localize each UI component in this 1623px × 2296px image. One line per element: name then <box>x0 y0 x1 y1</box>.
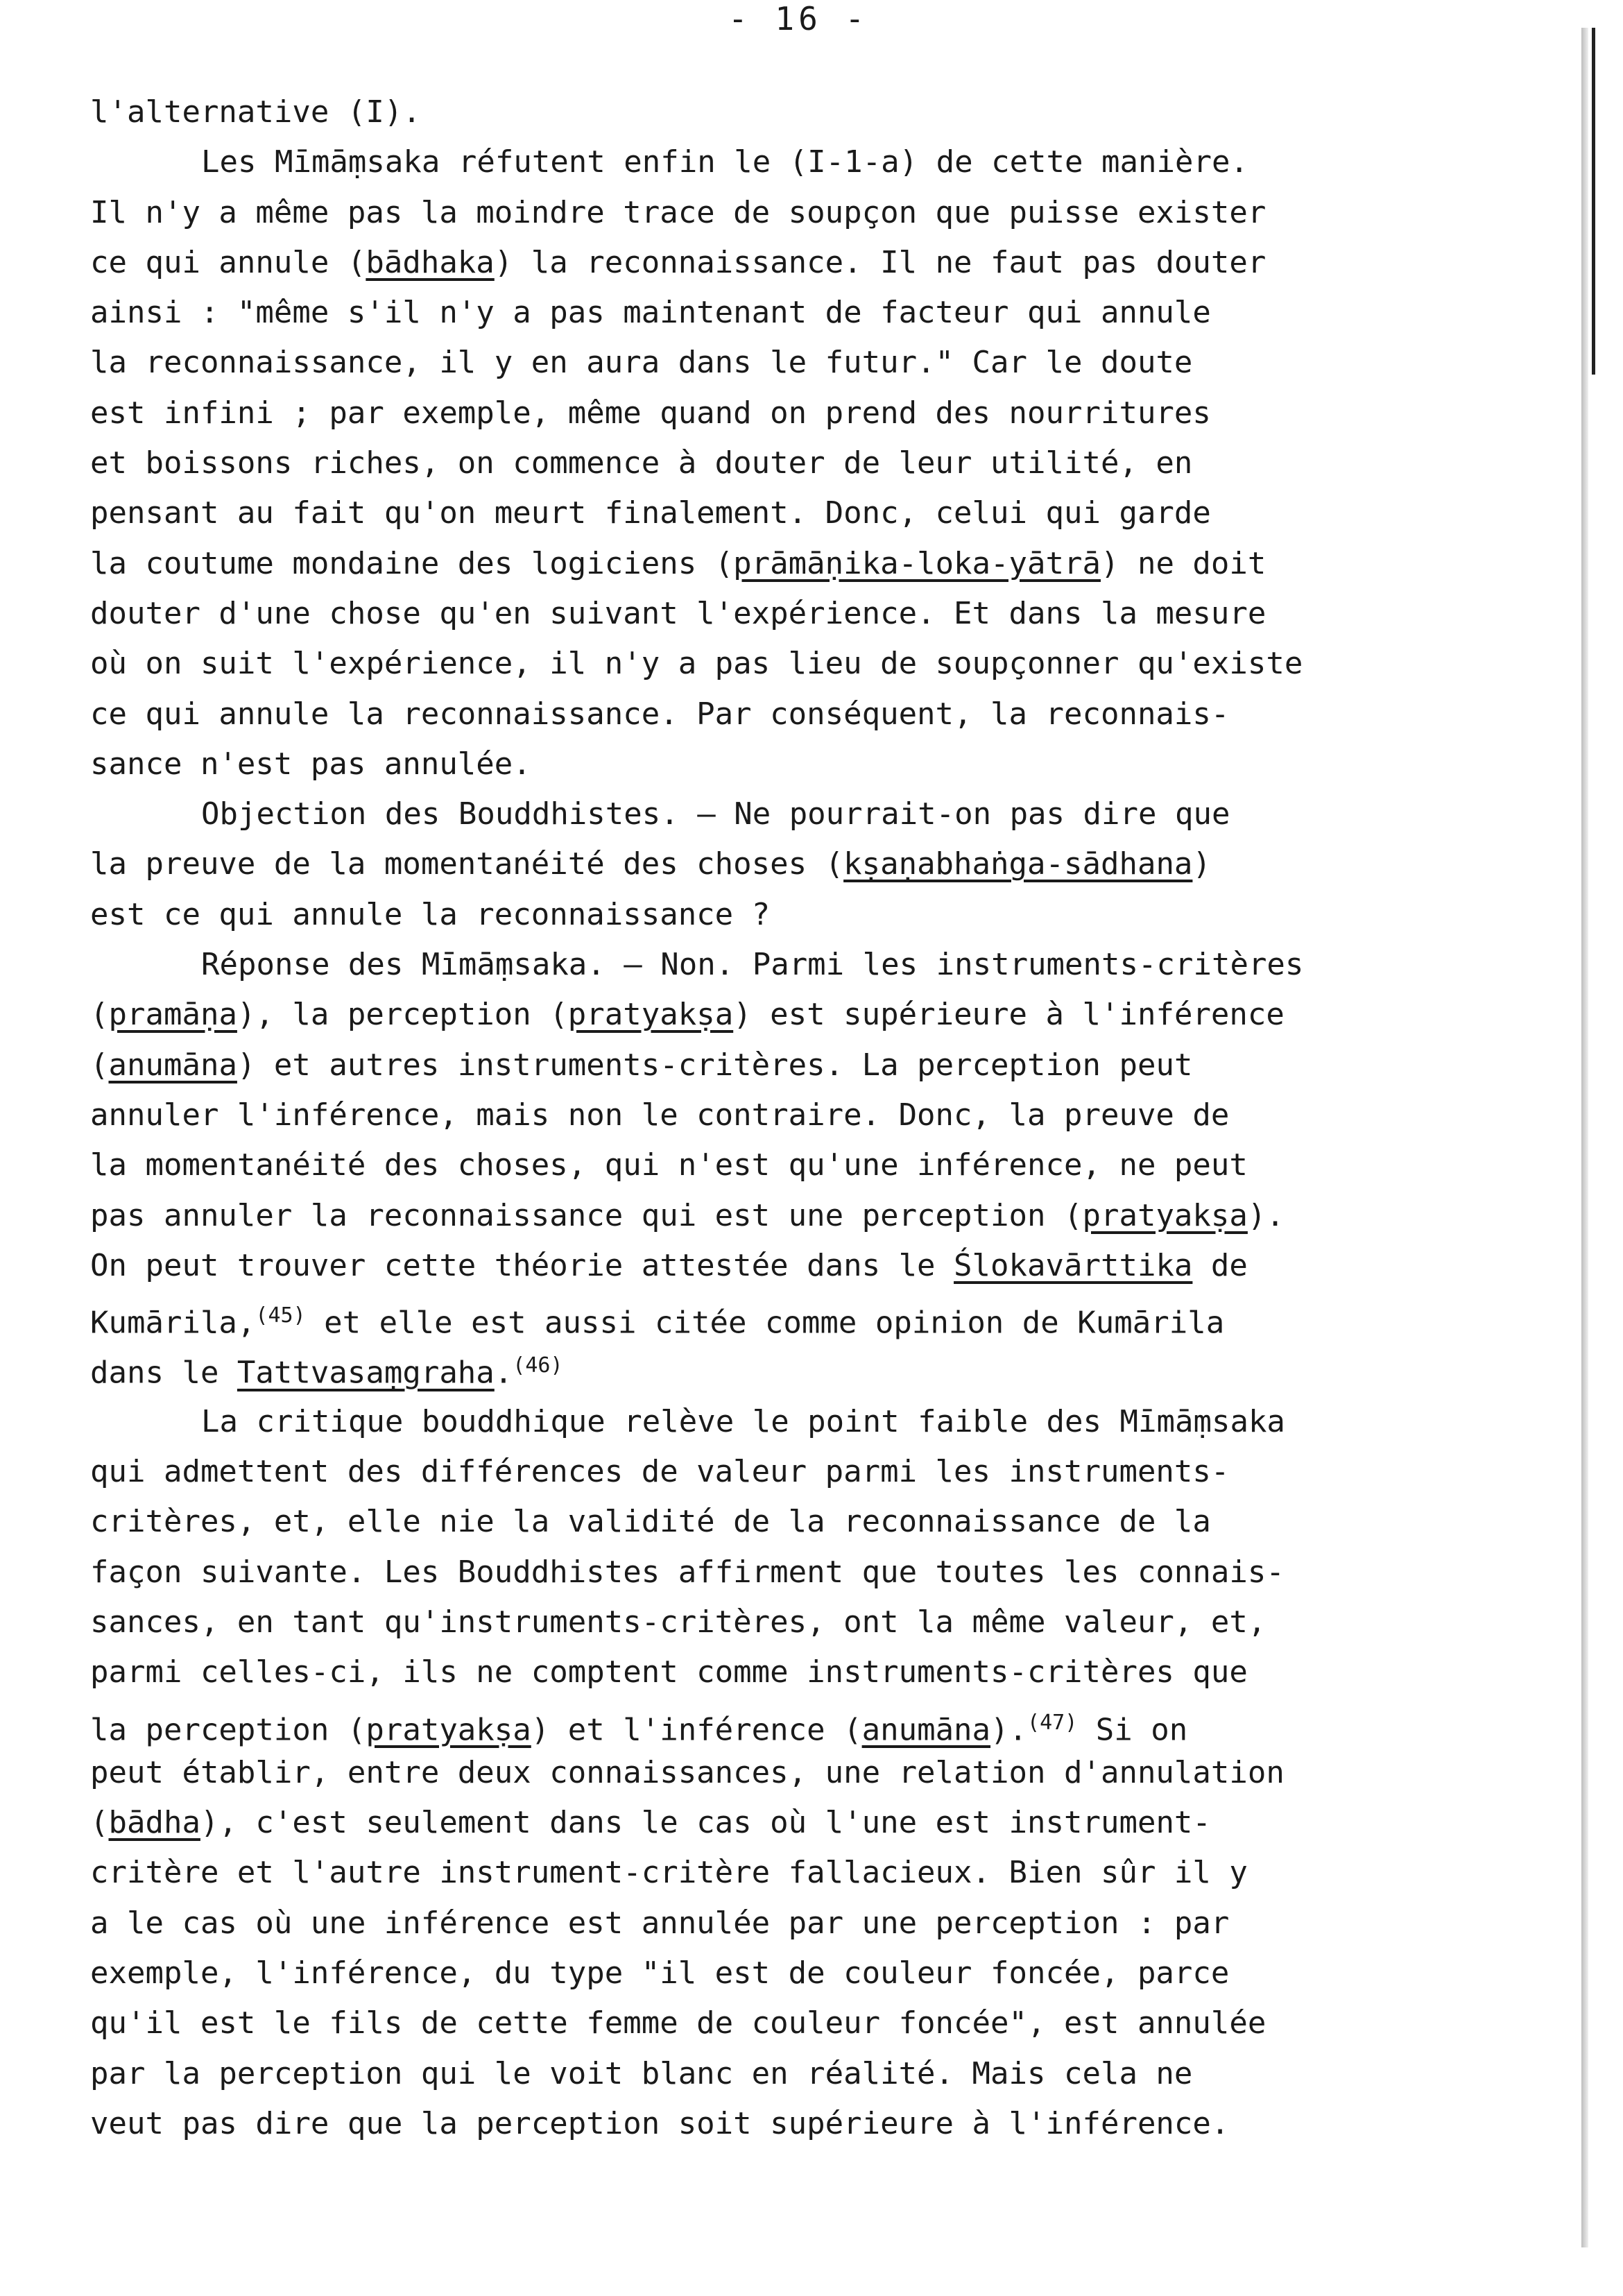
text-span: l'alternative (I). <box>90 94 421 130</box>
text-line <box>90 1497 1477 1547</box>
text-span: peut établir, entre deux connaissances, une relation d'annulation <box>90 1754 1285 1790</box>
scan-edge-shadow <box>1592 28 1595 375</box>
text-line <box>90 137 1477 187</box>
text-span: la reconnaissance, il y en aura dans le futur." Car le doute <box>90 345 1193 381</box>
sanskrit-term: pratyakṣa <box>567 997 734 1033</box>
text-span: annuler l'inférence, mais non le contraire. Donc, la preuve de <box>90 1097 1230 1133</box>
text-line <box>90 1848 1477 1898</box>
text-span: est ce qui annule la reconnaissance ? <box>90 896 771 932</box>
text-span: et boissons riches, on commence à douter de leur utilité, en <box>90 445 1193 481</box>
text-span: sance n'est pas annulée. <box>90 746 531 782</box>
sanskrit-term: pratyakṣa <box>366 1712 531 1748</box>
text-span: Réponse des Mīmāṃsaka. — Non. Parmi les instruments-critères <box>201 947 1304 983</box>
body-text <box>90 87 1477 2149</box>
text-line <box>90 890 1477 940</box>
text-span: ) et l'inférence ( <box>531 1712 862 1748</box>
text-line <box>90 1341 1477 1391</box>
text-span: pensant au fait qu'on meurt finalement. Donc, celui qui garde <box>90 495 1211 531</box>
text-line <box>90 1397 1477 1447</box>
text-span: ( <box>90 997 109 1033</box>
text-line <box>90 1040 1477 1090</box>
text-span: ). <box>990 1712 1028 1748</box>
text-span: veut pas dire que la perception soit supérieure à l'inférence. <box>90 2105 1230 2141</box>
text-span: Il n'y a même pas la moindre trace de soupçon que puisse exister <box>90 194 1266 230</box>
sanskrit-term: bādha <box>108 1805 200 1841</box>
text-span: a le cas où une inférence est annulée par une perception : par <box>90 1905 1230 1941</box>
sanskrit-term: kṣaṇabhaṅga-sādhana <box>843 846 1193 882</box>
text-line <box>90 1140 1477 1190</box>
text-line <box>90 1899 1477 1948</box>
text-line <box>90 87 1477 137</box>
text-line <box>90 990 1477 1040</box>
text-line <box>90 589 1477 639</box>
text-span: exemple, l'inférence, du type "il est de couleur foncée, parce <box>90 1955 1230 1991</box>
text-line <box>90 1647 1477 1697</box>
text-span: On peut trouver cette théorie attestée dans le <box>90 1247 954 1283</box>
sanskrit-term: pramāṇa <box>108 997 237 1033</box>
text-line <box>90 1948 1477 1998</box>
text-span: sances, en tant qu'instruments-critères, ont la même valeur, et, <box>90 1604 1266 1640</box>
text-span: La critique bouddhique relève le point faible des Mīmāṃsaka <box>201 1403 1285 1439</box>
text-span: Objection des Bouddhistes. — Ne pourrait-on pas dire que <box>201 796 1230 832</box>
text-span: façon suivante. Les Bouddhistes affirment que toutes les connais- <box>90 1554 1285 1590</box>
text-line <box>90 789 1477 839</box>
text-line <box>90 1241 1477 1291</box>
sanskrit-term: Tattvasaṃgraha <box>237 1355 495 1391</box>
text-line <box>90 1748 1477 1798</box>
text-span: où on suit l'expérience, il n'y a pas lieu de soupçonner qu'existe <box>90 646 1303 682</box>
text-span: ) <box>1192 846 1211 882</box>
scan-edge <box>1581 28 1588 2247</box>
text-span: la preuve de la momentanéité des choses ( <box>90 846 844 882</box>
footnote-ref: (46) <box>513 1353 563 1378</box>
text-span: qui admettent des différences de valeur parmi les instruments- <box>90 1454 1230 1490</box>
text-line <box>90 1291 1477 1341</box>
text-span: ainsi : "même s'il n'y a pas maintenant de facteur qui annule <box>90 295 1211 331</box>
text-line <box>90 1548 1477 1597</box>
text-span: par la perception qui le voit blanc en réalité. Mais cela ne <box>90 2055 1193 2091</box>
text-line <box>90 1698 1477 1748</box>
text-line <box>90 739 1477 789</box>
text-span: ( <box>90 1805 109 1841</box>
sanskrit-term: pratyakṣa <box>1082 1197 1248 1233</box>
text-span: ) est supérieure à l'inférence <box>733 997 1285 1033</box>
text-span: Kumārila, <box>90 1305 256 1341</box>
text-line <box>90 839 1477 889</box>
text-span: de <box>1192 1247 1248 1283</box>
text-span: pas annuler la reconnaissance qui est une perception ( <box>90 1197 1083 1233</box>
text-span: ce qui annule ( <box>90 244 366 280</box>
text-line <box>90 539 1477 589</box>
text-line <box>90 2049 1477 2099</box>
text-line <box>90 388 1477 438</box>
text-line <box>90 1191 1477 1241</box>
text-span: dans le <box>90 1355 237 1391</box>
text-span: qu'il est le fils de cette femme de couleur foncée", est annulée <box>90 2005 1266 2041</box>
text-span: la perception ( <box>90 1712 366 1748</box>
text-span: Si on <box>1077 1712 1188 1748</box>
text-line <box>90 689 1477 739</box>
text-span: ce qui annule la reconnaissance. Par conséquent, la reconnais- <box>90 696 1230 732</box>
text-line <box>90 338 1477 388</box>
text-span: ( <box>90 1047 109 1083</box>
sanskrit-term: prāmāṇika-loka-yātrā <box>733 545 1101 581</box>
sanskrit-term: anumāna <box>861 1712 991 1748</box>
text-line <box>90 1998 1477 2048</box>
text-line <box>90 488 1477 538</box>
text-line <box>90 1090 1477 1140</box>
footnote-ref: (45) <box>255 1303 306 1328</box>
text-span: est infini ; par exemple, même quand on prend des nourritures <box>90 395 1211 431</box>
text-span: ) ne doit <box>1100 545 1266 581</box>
text-line <box>90 1597 1477 1647</box>
text-span: Les Mīmāṃsaka réfutent enfin le (I-1-a) de cette manière. <box>201 144 1248 180</box>
text-span: ), c'est seulement dans le cas où l'une est instrument- <box>200 1805 1211 1841</box>
text-line <box>90 1798 1477 1848</box>
text-span: parmi celles-ci, ils ne comptent comme instruments-critères que <box>90 1654 1248 1690</box>
text-span: la momentanéité des choses, qui n'est qu'une inférence, ne peut <box>90 1147 1248 1183</box>
text-span: critère et l'autre instrument-critère fallacieux. Bien sûr il y <box>90 1855 1248 1891</box>
text-span: et elle est aussi citée comme opinion de Kumārila <box>305 1305 1225 1341</box>
sanskrit-term: anumāna <box>108 1047 237 1083</box>
text-span: la coutume mondaine des logiciens ( <box>90 545 734 581</box>
text-span: ) la reconnaissance. Il ne faut pas douter <box>494 244 1266 280</box>
text-line <box>90 2099 1477 2149</box>
text-line <box>90 438 1477 488</box>
text-span: ). <box>1247 1197 1285 1233</box>
text-line <box>90 238 1477 288</box>
text-span: . <box>494 1355 513 1391</box>
text-line <box>90 288 1477 338</box>
text-line <box>90 940 1477 990</box>
footnote-ref: (47) <box>1027 1710 1078 1735</box>
text-span: douter d'une chose qu'en suivant l'expérience. Et dans la mesure <box>90 595 1266 631</box>
page-number: - 16 - <box>728 0 869 37</box>
text-span: ) et autres instruments-critères. La perception peut <box>237 1047 1193 1083</box>
text-span: critères, et, elle nie la validité de la reconnaissance de la <box>90 1504 1211 1540</box>
text-span: ), la perception ( <box>237 997 568 1033</box>
text-line <box>90 1447 1477 1497</box>
text-line <box>90 188 1477 238</box>
sanskrit-term: Ślokavārttika <box>954 1247 1193 1283</box>
sanskrit-term: bādhaka <box>366 244 495 280</box>
text-line <box>90 639 1477 689</box>
